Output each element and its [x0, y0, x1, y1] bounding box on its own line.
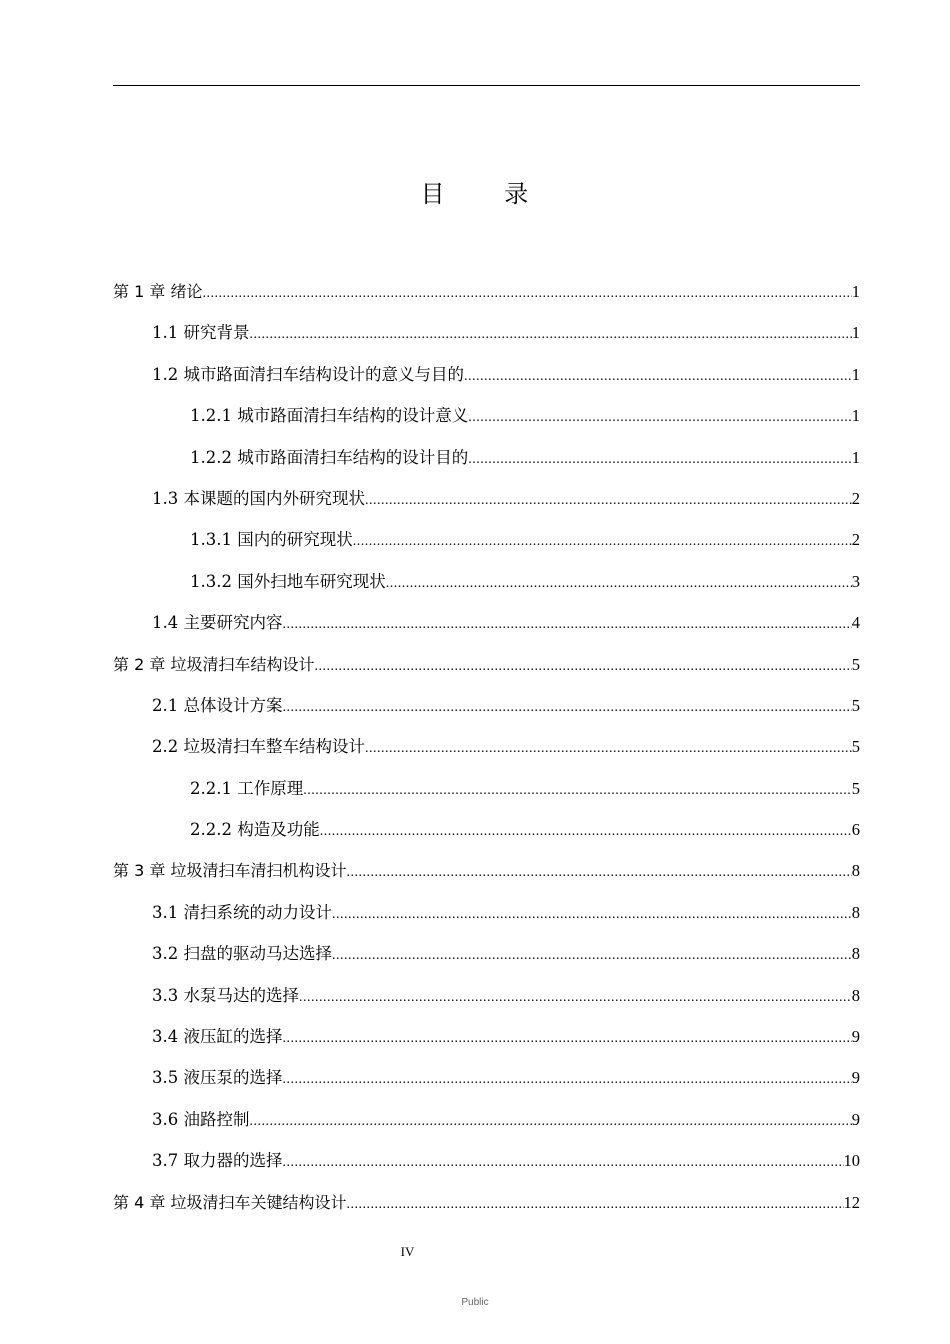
toc-entry[interactable] — [113, 644, 860, 685]
toc-entry-label: 2.2.2 构造及功能 — [190, 820, 320, 840]
toc-entry-label: 1.3 本课题的国内外研究现状 — [152, 488, 365, 508]
toc-entry-page: 8 — [851, 902, 860, 922]
toc-entry-label: 2.2.1 工作原理 — [190, 778, 304, 798]
toc-entry[interactable] — [113, 437, 860, 478]
toc-entry[interactable] — [113, 1182, 860, 1223]
toc-dot-leader — [283, 1059, 852, 1100]
toc-entry-page: 2 — [851, 530, 860, 550]
toc-entry-label: 3.2 扫盘的驱动马达选择 — [152, 944, 332, 964]
toc-entry-label: 1.3.2 国外扫地车研究现状 — [190, 571, 386, 591]
toc-entry-page: 5 — [851, 695, 860, 715]
toc-entry-page: 10 — [843, 1151, 860, 1171]
toc-dot-leader — [320, 811, 852, 852]
page-title: 目 录 — [420, 180, 555, 208]
toc-entry-page: 8 — [851, 985, 860, 1005]
toc-dot-leader — [332, 894, 852, 935]
toc-entry-label: 1.3.1 国内的研究现状 — [190, 530, 353, 550]
toc-dot-leader — [346, 1184, 843, 1225]
toc-entry-page: 3 — [851, 571, 860, 591]
toc-entry[interactable] — [113, 975, 860, 1016]
toc-dot-leader — [283, 687, 852, 728]
toc-entry-label: 3.1 清扫系统的动力设计 — [152, 902, 332, 922]
toc-entry-page: 1 — [851, 406, 860, 426]
table-of-contents — [113, 271, 860, 1223]
toc-dot-leader — [299, 977, 852, 1018]
toc-entry-label: 第 3 章 垃圾清扫车清扫机构设计 — [113, 861, 347, 881]
toc-entry-label: 3.5 液压泵的选择 — [152, 1068, 283, 1088]
toc-entry-label: 1.1 研究背景 — [152, 323, 250, 343]
toc-entry[interactable] — [113, 602, 860, 643]
toc-dot-leader — [365, 480, 852, 521]
toc-entry-label: 1.2.1 城市路面清扫车结构的设计意义 — [190, 406, 469, 426]
toc-entry-page: 8 — [851, 861, 860, 881]
toc-dot-leader — [314, 646, 851, 687]
toc-dot-leader — [250, 1101, 852, 1142]
toc-entry-label: 3.3 水泵马达的选择 — [152, 985, 299, 1005]
toc-entry-label: 第 1 章 绪论 — [113, 282, 203, 301]
toc-dot-leader — [303, 770, 852, 811]
toc-entry-label: 3.7 取力器的选择 — [152, 1151, 283, 1171]
toc-entry-page: 9 — [851, 1109, 860, 1129]
toc-entry[interactable] — [113, 519, 860, 560]
toc-entry-label: 1.2 城市路面清扫车结构设计的意义与目的 — [152, 364, 464, 384]
toc-entry[interactable] — [113, 478, 860, 519]
toc-entry[interactable] — [113, 312, 860, 353]
header-rule — [113, 85, 860, 86]
toc-entry[interactable] — [113, 850, 860, 891]
toc-entry[interactable] — [113, 1099, 860, 1140]
toc-entry-label: 3.6 油路控制 — [152, 1109, 250, 1129]
toc-dot-leader — [346, 852, 851, 893]
toc-entry[interactable] — [113, 271, 860, 312]
toc-entry-page: 1 — [851, 282, 860, 301]
toc-dot-leader — [365, 728, 852, 769]
toc-dot-leader — [468, 439, 852, 480]
toc-entry-page: 4 — [851, 613, 860, 633]
toc-entry-label: 第 4 章 垃圾清扫车关键结构设计 — [113, 1192, 347, 1212]
toc-entry-label: 2.2 垃圾清扫车整车结构设计 — [152, 737, 365, 757]
toc-dot-leader — [332, 935, 852, 976]
toc-entry[interactable] — [113, 354, 860, 395]
toc-dot-leader — [464, 356, 852, 397]
toc-dot-leader — [386, 563, 852, 604]
toc-dot-leader — [468, 397, 852, 438]
toc-entry-label: 1.2.2 城市路面清扫车结构的设计目的 — [190, 447, 469, 467]
toc-entry-page: 5 — [851, 654, 860, 674]
toc-entry[interactable] — [113, 561, 860, 602]
toc-entry-label: 1.4 主要研究内容 — [152, 613, 283, 633]
toc-entry[interactable] — [113, 1016, 860, 1057]
toc-dot-leader — [283, 604, 852, 645]
toc-entry-label: 第 2 章 垃圾清扫车结构设计 — [113, 654, 315, 674]
toc-dot-leader — [283, 1142, 844, 1183]
toc-entry[interactable] — [113, 1140, 860, 1181]
toc-entry[interactable] — [113, 685, 860, 726]
toc-entry-label: 2.1 总体设计方案 — [152, 695, 283, 715]
toc-entry-page: 9 — [851, 1068, 860, 1088]
toc-entry[interactable] — [113, 726, 860, 767]
toc-entry-page: 1 — [851, 323, 860, 343]
toc-entry-label: 3.4 液压缸的选择 — [152, 1027, 283, 1047]
toc-entry-page: 8 — [851, 944, 860, 964]
toc-dot-leader — [250, 314, 852, 355]
toc-entry[interactable] — [113, 892, 860, 933]
toc-dot-leader — [202, 273, 851, 314]
toc-entry-page: 5 — [851, 778, 860, 798]
page-number: IV — [400, 1244, 415, 1259]
toc-entry-page: 6 — [851, 820, 860, 840]
toc-entry[interactable] — [113, 809, 860, 850]
toc-dot-leader — [283, 1018, 852, 1059]
toc-entry-page: 9 — [851, 1027, 860, 1047]
toc-entry-page: 12 — [843, 1192, 860, 1212]
toc-entry[interactable] — [113, 395, 860, 436]
toc-entry[interactable] — [113, 1057, 860, 1098]
toc-entry-page: 5 — [851, 737, 860, 757]
toc-entry[interactable] — [113, 768, 860, 809]
toc-dot-leader — [353, 521, 852, 562]
toc-entry-page: 1 — [851, 447, 860, 467]
toc-entry-page: 2 — [851, 488, 860, 508]
toc-entry-page: 1 — [851, 364, 860, 384]
toc-entry[interactable] — [113, 933, 860, 974]
classification-label: Public — [461, 1297, 489, 1308]
